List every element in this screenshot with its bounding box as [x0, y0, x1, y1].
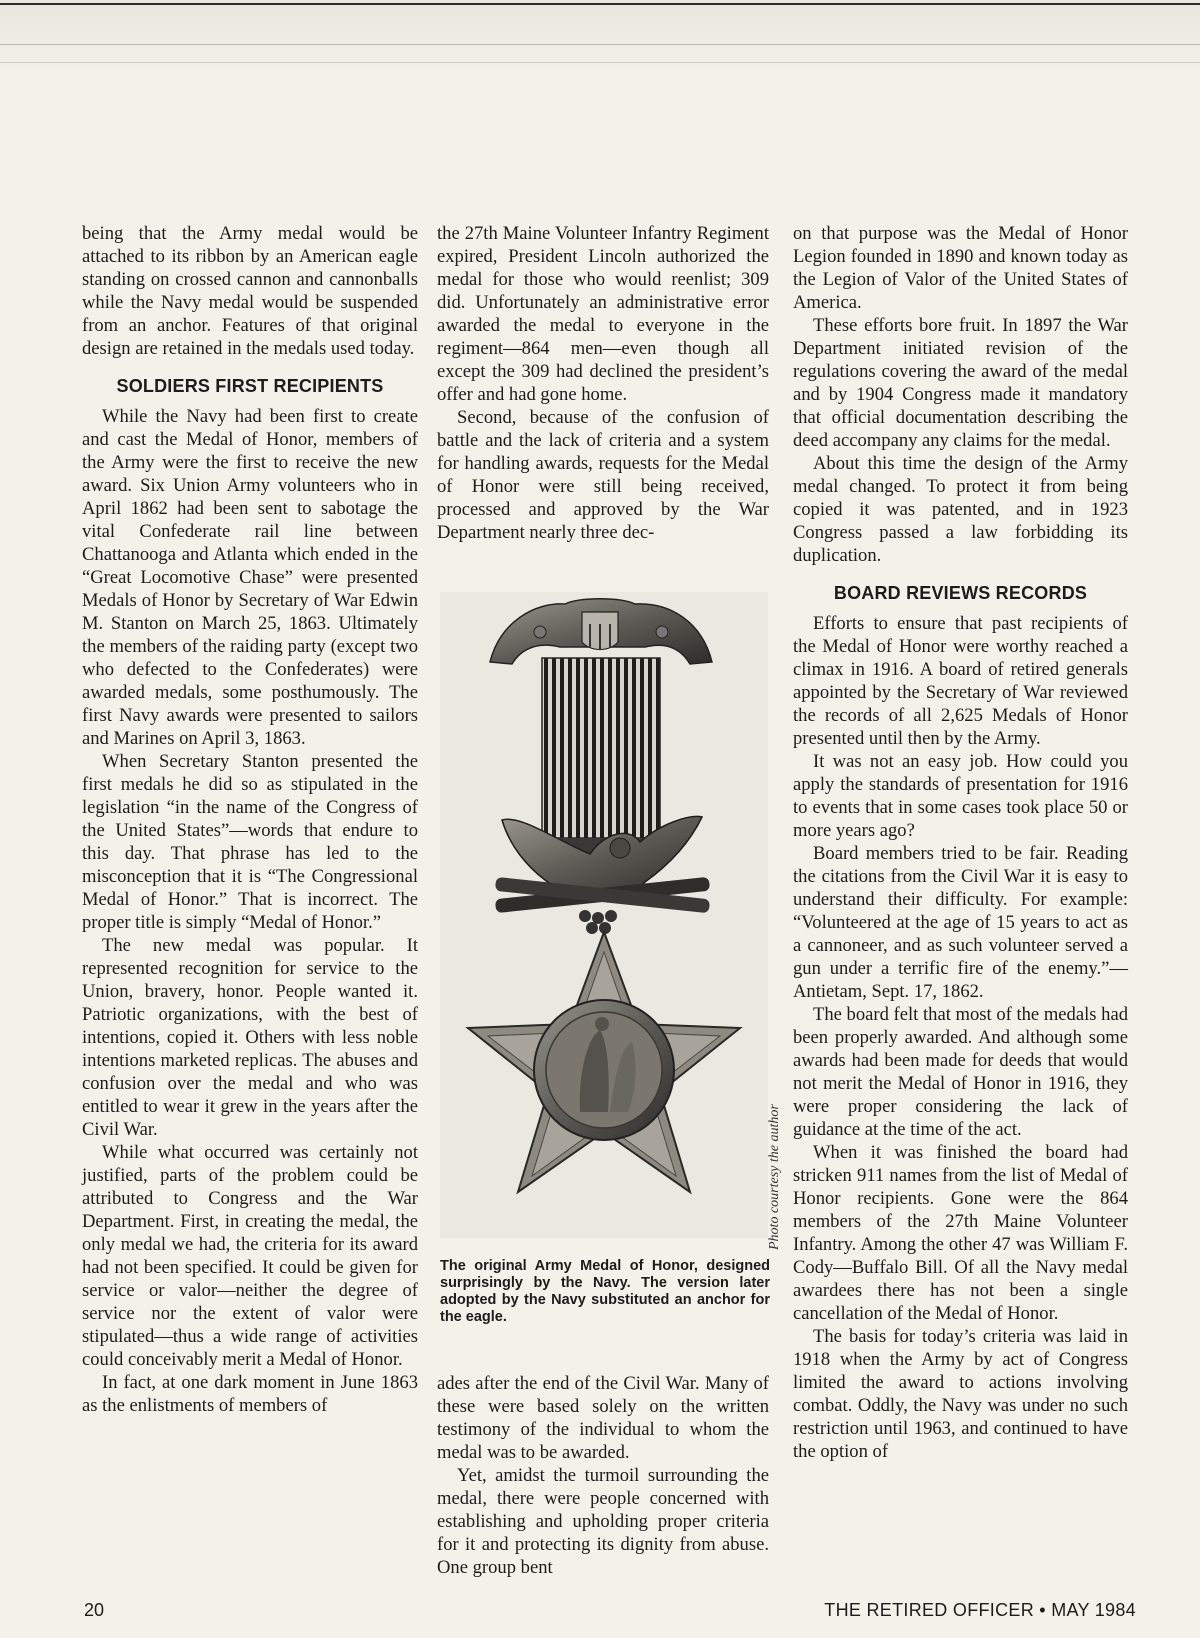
section-heading-soldiers-first-recipients: SOLDIERS FIRST RECIPIENTS: [116, 376, 384, 396]
paragraph: In fact, at one dark moment in June 1863 as the enlistments of members of: [82, 1372, 418, 1416]
column-2-top: [437, 222, 769, 544]
paragraph: the 27th Maine Volunteer Infantry Regiment expired, President Lincoln authorized the medal for those who would reenlist; 309 did. Unfortunately an administrative error awarded the medal to everyone in the regiment—864 men—even though all except the 309 had declined the president’s offer and had gone home.: [437, 223, 769, 405]
paragraph: Yet, amidst the turmoil surrounding the medal, there were people concerned with establishing and upholding proper criteria for it and protecting its dignity from abuse. One group bent: [437, 1465, 769, 1578]
paragraph: on that purpose was the Medal of Honor Legion founded in 1890 and known today as the Legion of Valor of the United States of America.: [793, 223, 1128, 313]
paragraph: About this time the design of the Army medal changed. To protect it from being copied it was patented, and in 1923 Congress passed a law forbidding its duplication.: [793, 453, 1128, 566]
paragraph: ades after the end of the Civil War. Many of these were based solely on the written testimony of the individual to whom the medal was to be awarded.: [437, 1373, 769, 1463]
column-2-bottom: [437, 1372, 769, 1579]
medal-of-honor-photo: [440, 592, 768, 1238]
page-number: 20: [84, 1600, 105, 1620]
paragraph: It was not an easy job. How could you apply the standards of presentation for 1916 to events that in some cases took place 50 or more years ago?: [793, 751, 1128, 841]
paragraph: When it was finished the board had stricken 911 names from the list of Medal of Honor recipients. Gone were the 864 members of the 27th Maine Volunteer Infantry. Among the other 47 was William F. Cody—Buffalo Bill. Of all the Navy medal awardees there has not been a single cancellation of the Medal of Honor.: [793, 1142, 1128, 1324]
paragraph: Efforts to ensure that past recipients of the Medal of Honor were worthy reached a climax in 1916. A board of retired generals appointed by the Secretary of War reviewed the records of all 2,625 Medals of Honor presented until then by the Army.: [793, 613, 1128, 749]
medal-illustration: [440, 592, 768, 1238]
publication-footer: THE RETIRED OFFICER • MAY 1984: [824, 1600, 1136, 1620]
paragraph: These efforts bore fruit. In 1897 the War Department initiated revision of the regulations covering the award of the medal and by 1904 Congress made it mandatory that official documentation describing the deed accompany any claims for the medal.: [793, 315, 1128, 451]
column-3: [793, 222, 1128, 1463]
column-1: [82, 222, 418, 1417]
page-top-edge: [0, 0, 1200, 74]
paragraph: When Secretary Stanton presented the first medals he did so as stipulated in the legislation “in the name of the Congress of the United States”—words that endure to this day. That phrase has led to the misconception that it is “The Congressional Medal of Honor.” That is incorrect. The proper title is simply “Medal of Honor.”: [82, 751, 418, 933]
paragraph: While what occurred was certainly not justified, parts of the problem could be attributed to Congress and the War Department. First, in creating the medal, the only medal we had, the criteria for its award had not been specified. It could be given for service or valor—neither the degree of service nor the extent of valor were stipulated—thus a wide range of activities could conceivably merit a Medal of Honor.: [82, 1142, 418, 1370]
photo-credit: Photo courtesy the author: [767, 1104, 782, 1250]
section-heading-board-reviews-records: BOARD REVIEWS RECORDS: [833, 583, 1088, 603]
paragraph: The basis for today’s criteria was laid in 1918 when the Army by act of Congress limited the award to actions involving combat. Oddly, the Navy was under no such restriction until 1963, and continued to have the option of: [793, 1326, 1128, 1462]
paragraph: being that the Army medal would be attached to its ribbon by an American eagle standing on crossed cannon and cannonballs while the Navy medal would be suspended from an anchor. Features of that original design are retained in the medals used today.: [82, 223, 418, 359]
paragraph: Board members tried to be fair. Reading the citations from the Civil War it is easy to understand their difficulty. For example: “Volunteered at the age of 15 years to act as a cannoneer, and as such volunteer served a gun under a terrific fire of the enemy.”—Antietam, Sept. 17, 1862.: [793, 843, 1128, 1002]
paragraph: The board felt that most of the medals had been properly awarded. And although some awards had been made for deeds that would not merit the Medal of Honor in 1916, they were proper considering the lack of guidance at the time of the act.: [793, 1004, 1128, 1140]
paragraph: While the Navy had been first to create and cast the Medal of Honor, members of the Army were the first to receive the new award. Six Union Army volunteers who in April 1862 had been sent to sabotage the vital Confederate rail line between Chattanooga and Atlanta which ended in the “Great Locomotive Chase” were presented Medals of Honor by Secretary of War Edwin M. Stanton on March 25, 1863. Ultimately the members of the raiding party (except two who defected to the Confederates) were awarded medals, some posthumously. The first Navy awards were presented to sailors and Marines on April 3, 1863.: [82, 406, 418, 749]
photo-caption: The original Army Medal of Honor, designed surprisingly by the Navy. The version later adopted by the Navy substituted an anchor for the eagle.: [440, 1258, 770, 1325]
paragraph: The new medal was popular. It represented recognition for service to the Union, bravery, honor. People wanted it. Patriotic organizations, with the best of intentions, copied it. Others with less noble intentions marketed replicas. The abuses and confusion over the medal and who was entitled to wear it grew in the years after the Civil War.: [82, 935, 418, 1140]
paragraph: Second, because of the confusion of battle and the lack of criteria and a system for handling awards, requests for the Medal of Honor were still being received, processed and approved by the War Department nearly three dec-: [437, 407, 769, 543]
